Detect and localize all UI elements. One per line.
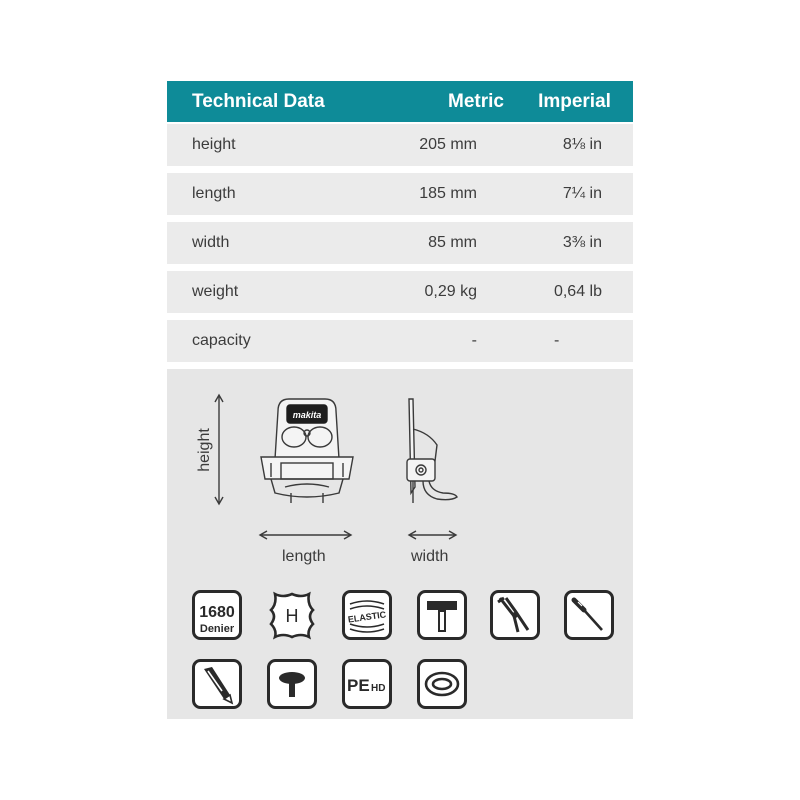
header-title: Technical Data bbox=[192, 90, 325, 112]
row-imperial: - bbox=[554, 332, 560, 349]
elastic-icon bbox=[342, 590, 392, 640]
hammer-icon bbox=[417, 590, 467, 640]
screwdriver-icon bbox=[564, 590, 614, 640]
table-header bbox=[167, 81, 633, 122]
row-imperial: 0,64 lb bbox=[553, 283, 602, 300]
pehd-small: HD bbox=[371, 683, 386, 694]
width-arrow bbox=[409, 531, 456, 539]
table-row bbox=[167, 124, 633, 166]
denier-number: 1680 bbox=[199, 604, 235, 621]
pouch-side-view bbox=[407, 399, 457, 503]
header-imperial: Imperial bbox=[538, 90, 611, 112]
pliers-icon bbox=[490, 590, 540, 640]
pehd-big: PE bbox=[347, 676, 370, 695]
pehd-icon bbox=[342, 659, 392, 709]
height-arrow bbox=[215, 395, 223, 504]
dimension-diagram bbox=[167, 369, 633, 579]
height-label: height bbox=[196, 428, 213, 472]
table-row bbox=[167, 173, 633, 215]
header-metric: Metric bbox=[448, 90, 504, 112]
table-row bbox=[167, 320, 633, 362]
row-label: height bbox=[192, 136, 236, 153]
pouch-front-view bbox=[261, 399, 353, 503]
row-imperial: 8⅛ in bbox=[562, 136, 602, 153]
row-label: weight bbox=[192, 283, 239, 300]
tape-roll-icon bbox=[417, 659, 467, 709]
denier-word: Denier bbox=[199, 623, 235, 635]
row-label: width bbox=[192, 234, 230, 251]
leather-letter: H bbox=[285, 606, 299, 626]
rivet-icon bbox=[267, 659, 317, 709]
elastic-text: ELASTIC bbox=[347, 609, 387, 625]
width-label: width bbox=[411, 548, 449, 565]
row-metric: - bbox=[471, 332, 477, 349]
technical-data-table bbox=[167, 81, 633, 362]
product-figure-panel bbox=[167, 369, 633, 719]
length-arrow bbox=[260, 531, 351, 539]
brand-logo: makita bbox=[292, 410, 322, 420]
row-metric: 0,29 kg bbox=[424, 283, 477, 300]
length-label: length bbox=[282, 548, 326, 565]
leather-icon bbox=[267, 590, 317, 640]
table-row bbox=[167, 271, 633, 313]
row-label: capacity bbox=[192, 332, 251, 349]
row-imperial: 3⅜ in bbox=[562, 234, 602, 251]
denier-icon bbox=[192, 590, 242, 640]
table-row bbox=[167, 222, 633, 264]
row-label: length bbox=[192, 185, 236, 202]
utility-knife-icon bbox=[192, 659, 242, 709]
row-metric: 205 mm bbox=[419, 136, 477, 153]
row-imperial: 7¼ in bbox=[562, 185, 602, 202]
row-metric: 185 mm bbox=[419, 185, 477, 202]
row-metric: 85 mm bbox=[428, 234, 477, 251]
